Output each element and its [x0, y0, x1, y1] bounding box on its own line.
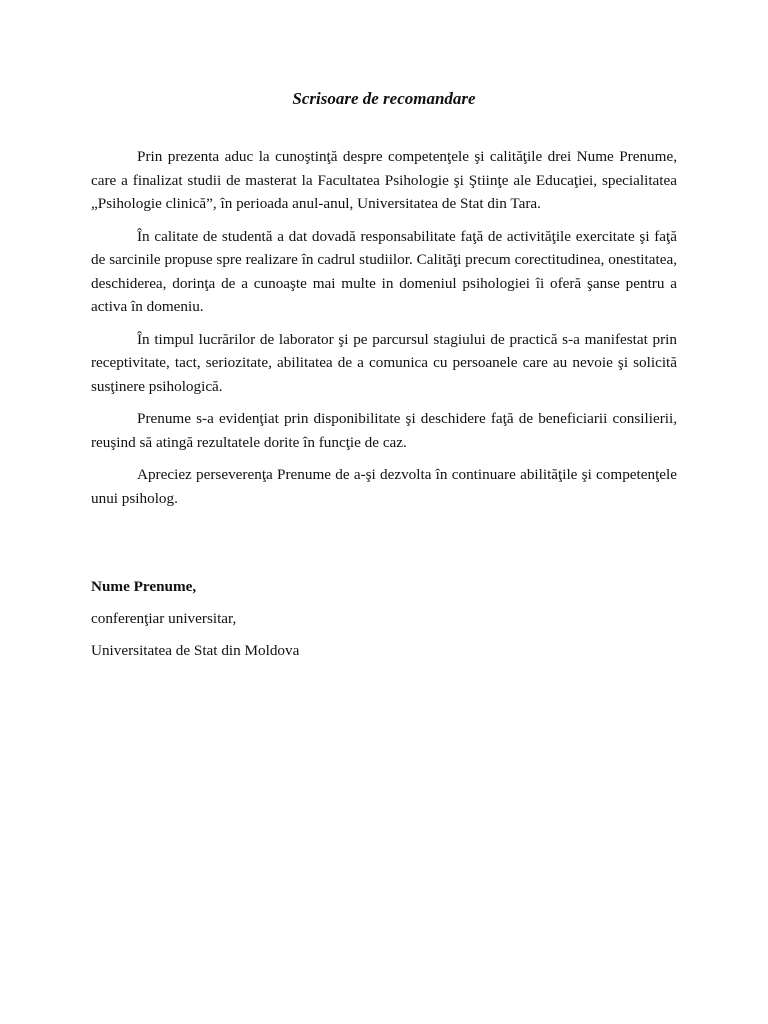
paragraph-counseling: Prenume s-a evidenţiat prin disponibilitate şi deschidere faţă de beneficiarii consilierii, reuşind să atingă rezultatele dorite în funcţie de caz. — [91, 410, 677, 451]
signer-name: Nume Prenume, — [91, 578, 197, 595]
document-title: Scrisoare de recomandare — [292, 89, 476, 108]
paragraph-introduction: Prin prezenta aduc la cunoştinţă despre competenţele şi calităţile drei Nume Prenume, care a finalizat studii de masterat la Facultatea Psihologie şi Ştiinţe ale Educaţiei, specialitatea „Psihologie clinică”, în perioada anul-anul, Universitatea de Stat din Tara. — [91, 148, 677, 212]
letter-body — [91, 145, 677, 519]
signer-position: conferenţiar universitar, — [91, 610, 237, 627]
signer-institution: Universitatea de Stat din Moldova — [91, 642, 300, 659]
paragraph-student-qualities: În calitate de studentă a dat dovadă responsabilitate faţă de activităţile exercitate şi faţă de sarcinile propuse spre realizare în cadrul studiilor. Calităţi precum corectitudinea, onestitatea, deschiderea, dorinţa de a cunoaşte mai multe in domeniul psihologiei îi oferă şanse pentru a activa în domeniu. — [91, 227, 677, 315]
signature-block — [91, 575, 677, 671]
paragraph-closing: Apreciez perseverenţa Prenume de a-şi dezvolta în continuare abilităţile şi competenţele unui psiholog. — [91, 466, 677, 507]
paragraph-practice: În timpul lucrărilor de laborator şi pe parcursul stagiului de practică s-a manifestat prin receptivitate, tact, seriozitate, abilitatea de a comunica cu persoanele care au nevoie şi solicită susţinere psihologică. — [91, 330, 677, 395]
